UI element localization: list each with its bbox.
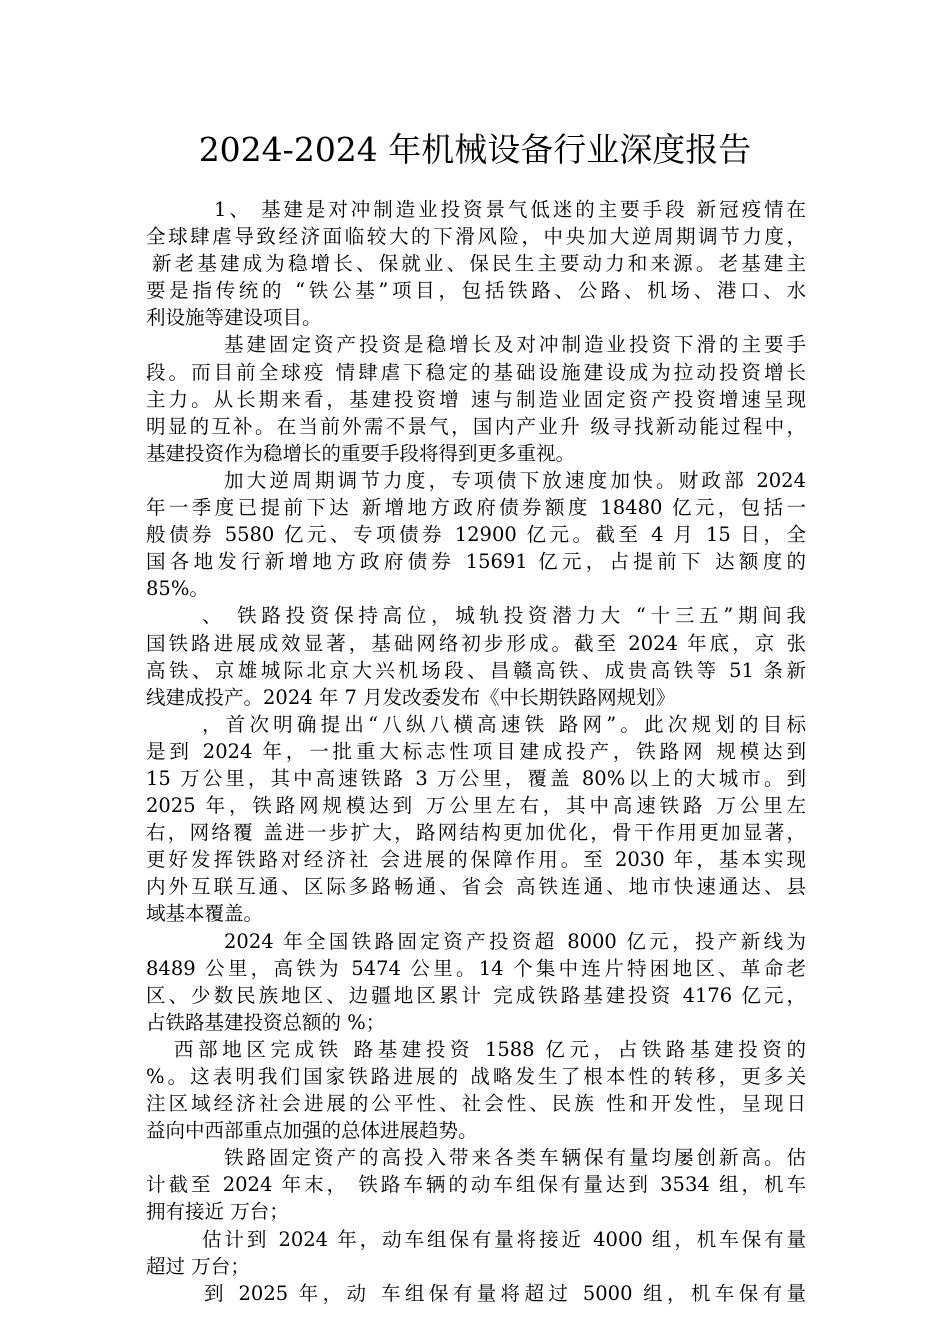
- text-line: 2025 年，铁路网规模达到 万公里左右，其中高速铁路 万公里左: [146, 794, 806, 818]
- text-line: 15 万公里，其中高速铁路 3 万公里，覆盖 80%以上的大城市。到: [146, 766, 806, 790]
- text-line: 右，网络覆 盖进一步扩大，路网结构更加优化，骨干作用更加显著，: [146, 821, 806, 845]
- text-line: 2024 年全国铁路固定资产投资超 8000 亿元，投产新线为: [224, 929, 806, 953]
- text-line: 是到 2024 年，一批重大标志性项目建成投产，铁路网 规模达到: [146, 739, 806, 763]
- text-line: 8489 公里，高铁为 5474 公里。14 个集中连片特困地区、革命老: [146, 956, 806, 980]
- text-line: 内外互联互通、区际多路畅通、省会 高铁连通、地市快速通达、县: [146, 875, 806, 899]
- text-line: 国铁路进展成效显著，基础网络初步形成。截至 2024 年底，京 张: [146, 631, 806, 655]
- text-line: 国各地发行新增地方政府债券 15691 亿元，占提前下 达额度的: [146, 550, 806, 574]
- page-title: 2024-2024 年机械设备行业深度报告: [198, 130, 752, 169]
- text-line: 85%。: [146, 577, 209, 601]
- text-line: 注区域经济社会进展的公平性、社会性、民族 性和开发性，呈现日: [146, 1092, 806, 1116]
- text-line: 超过 万台；: [146, 1254, 250, 1278]
- text-line: 基建投资作为稳增长的重要手段将得到更多重视。: [146, 441, 576, 465]
- text-line: %。这表明我们国家铁路进展的 战略发生了根本性的转移，更多关: [146, 1065, 806, 1088]
- text-line: 新老基建成为稳增长、保就业、保民生主要动力和来源。老基建主: [152, 252, 806, 276]
- text-line: 铁路固定资产的高投入带来各类车辆保有量均屡创新高。估: [224, 1146, 806, 1170]
- text-line: 高铁、京雄城际北京大兴机场段、昌赣高铁、成贵高铁等 51 条新: [146, 658, 806, 682]
- text-line: 益向中西部重点加强的总体进展趋势。: [146, 1119, 478, 1143]
- text-line: 估计到 2024 年，动车组保有量将接近 4000 组，机车保有量: [202, 1227, 806, 1251]
- text-line: 基建固定资产投资是稳增长及对冲制造业投资下滑的主要手: [224, 333, 806, 357]
- text-line: 年一季度已提前下达 新增地方政府债券额度 18480 亿元，包括一: [146, 496, 806, 520]
- text-line: 1、 基建是对冲制造业投资景气低迷的主要手段 新冠疫情在: [214, 198, 806, 221]
- text-line: 明显的互补。在当前外需不景气，国内产业升 级寻找新动能过程中，: [146, 414, 806, 438]
- text-line: 到 2025 年，动 车组保有量将超过 5000 组，机车保有量: [204, 1281, 806, 1305]
- text-line: 般债券 5580 亿元、专项债券 12900 亿元。截至 4 月 15 日，全: [146, 523, 806, 547]
- text-line: 利设施等建设项目。: [146, 306, 322, 330]
- text-line: 全球肆虐导致经济面临较大的下滑风险，中央加大逆周期调节力度，: [146, 225, 806, 249]
- text-line: 更好发挥铁路对经济社 会进展的保障作用。至 2030 年，基本实现: [146, 848, 806, 872]
- text-line: 域基本覆盖。: [146, 902, 264, 926]
- text-line: 、 铁路投资保持高位，城轨投资潜力大 “十三五”期间我: [202, 604, 806, 628]
- text-line: 主力。从长期来看，基建投资增 速与制造业固定资产投资增速呈现: [146, 387, 806, 411]
- text-line: 区、少数民族地区、边疆地区累计 完成铁路基建投资 4176 亿元，: [146, 983, 806, 1007]
- text-line: 要是指传统的 “铁公基”项目，包括铁路、公路、机场、港口、水: [146, 279, 806, 303]
- text-line: 线建成投产。2024 年 7 月发改委发布《中长期铁路网规划》: [146, 685, 676, 709]
- text-line: 加大逆周期调节力度，专项债下放速度加快。财政部 2024: [224, 468, 806, 492]
- text-line: 计截至 2024 年末， 铁路车辆的动车组保有量达到 3534 组，机车: [146, 1173, 806, 1197]
- text-line: 拥有接近 万台；: [146, 1200, 289, 1224]
- text-line: ，首次明确提出“八纵八横高速铁 路网”。此次规划的目标: [202, 712, 806, 736]
- text-line: 西部地区完成铁 路基建投资 1588 亿元，占铁路基建投资的: [174, 1037, 806, 1061]
- body-text: [146, 196, 806, 1307]
- text-line: 占铁路基建投资总额的 %；: [146, 1010, 386, 1034]
- text-line: 段。而目前全球疫 情肆虐下稳定的基础设施建设成为拉动投资增长: [146, 360, 806, 384]
